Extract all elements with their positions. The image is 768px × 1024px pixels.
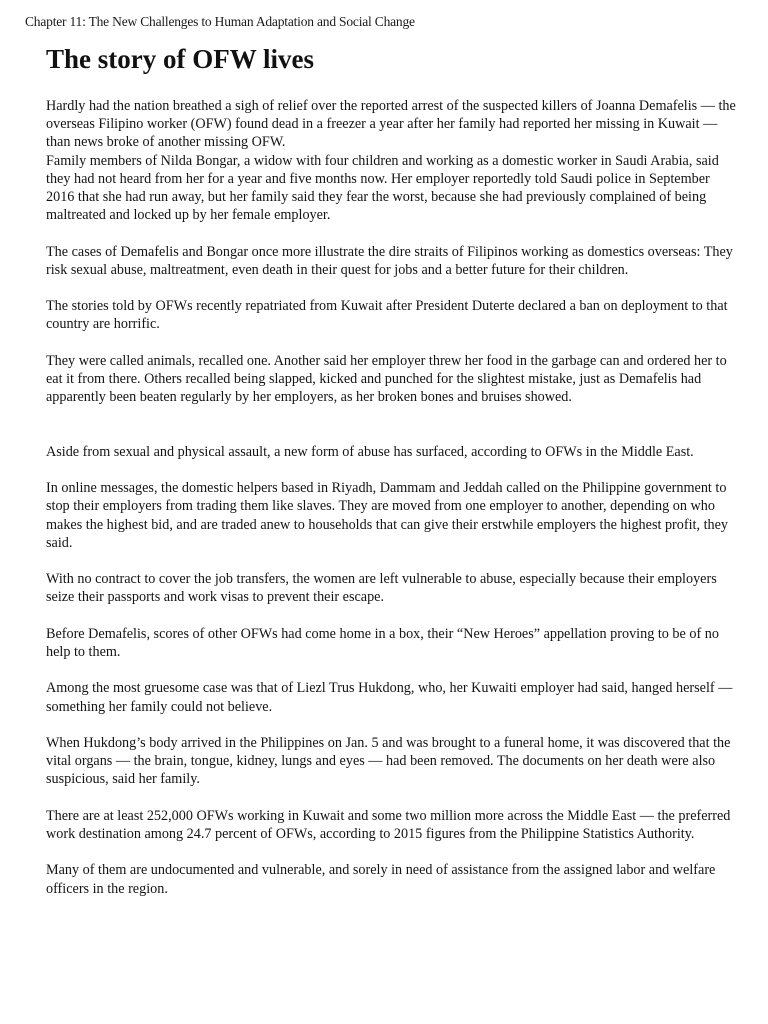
- paragraph-11: When Hukdong’s body arrived in the Philippines on Jan. 5 and was brought to a funeral home, it was discovered that the vital organs — the brain, tongue, kidney, lungs and eyes — had been removed. The documents on her death were also suspicious, said her family.: [46, 734, 731, 788]
- paragraph-6: Aside from sexual and physical assault, a new form of abuse has surfaced, according to OFWs in the Middle East.: [46, 443, 694, 460]
- chapter-header: Chapter 11: The New Challenges to Human Adaptation and Social Change: [25, 14, 415, 29]
- paragraph-2: Family members of Nilda Bongar, a widow with four children and working as a domestic worker in Saudi Arabia, said they had not heard from her for a year and five months now. Her employer reportedly told Saudi police in September 2016 that she had run away, but her family said they fear the worst, because she had previously complained of being maltreated and locked up by her female employer.: [46, 152, 719, 224]
- article-body: [46, 97, 736, 916]
- paragraph-4: The stories told by OFWs recently repatriated from Kuwait after President Duterte declared a ban on deployment to that country are horrific.: [46, 298, 728, 333]
- article-title: The story of OFW lives: [46, 44, 314, 74]
- paragraph-10: Among the most gruesome case was that of Liezl Trus Hukdong, who, her Kuwaiti employer had said, hanged herself — something her family could not believe.: [46, 680, 733, 715]
- paragraph-12: There are at least 252,000 OFWs working in Kuwait and some two million more across the Middle East — the preferred work destination among 24.7 percent of OFWs, according to 2015 figures from the Philippine Statistics Authority.: [46, 807, 731, 842]
- paragraph-8: With no contract to cover the job transfers, the women are left vulnerable to abuse, especially because their employers seize their passports and work visas to prevent their escape.: [46, 571, 717, 606]
- paragraph-5: They were called animals, recalled one. Another said her employer threw her food in the garbage can and ordered her to eat it from there. Others recalled being slapped, kicked and punched for the slightest mistake, just as Demafelis had apparently been beaten regularly by her employers, as her broken bones and bruises showed.: [46, 352, 727, 406]
- paragraph-13: Many of them are undocumented and vulnerable, and sorely in need of assistance from the assigned labor and welfare officers in the region.: [46, 862, 716, 897]
- paragraph-9: Before Demafelis, scores of other OFWs had come home in a box, their “New Heroes” appellation proving to be of no help to them.: [46, 625, 719, 660]
- paragraph-7: In online messages, the domestic helpers based in Riyadh, Dammam and Jeddah called on the Philippine government to stop their employers from trading them like slaves. They are moved from one employer to another, depending on who makes the highest bid, and are traded anew to households that can give their erstwhile employers the highest profit, they said.: [46, 480, 728, 551]
- paragraph-3: The cases of Demafelis and Bongar once more illustrate the dire straits of Filipinos working as domestics overseas: They risk sexual abuse, maltreatment, even death in their quest for jobs and a better future for their children.: [46, 243, 733, 278]
- paragraph-1: Hardly had the nation breathed a sigh of relief over the reported arrest of the suspected killers of Joanna Demafelis — the overseas Filipino worker (OFW) found dead in a freezer a year after her family had reported her missing in Kuwait — than news broke of another missing OFW.: [46, 98, 736, 151]
